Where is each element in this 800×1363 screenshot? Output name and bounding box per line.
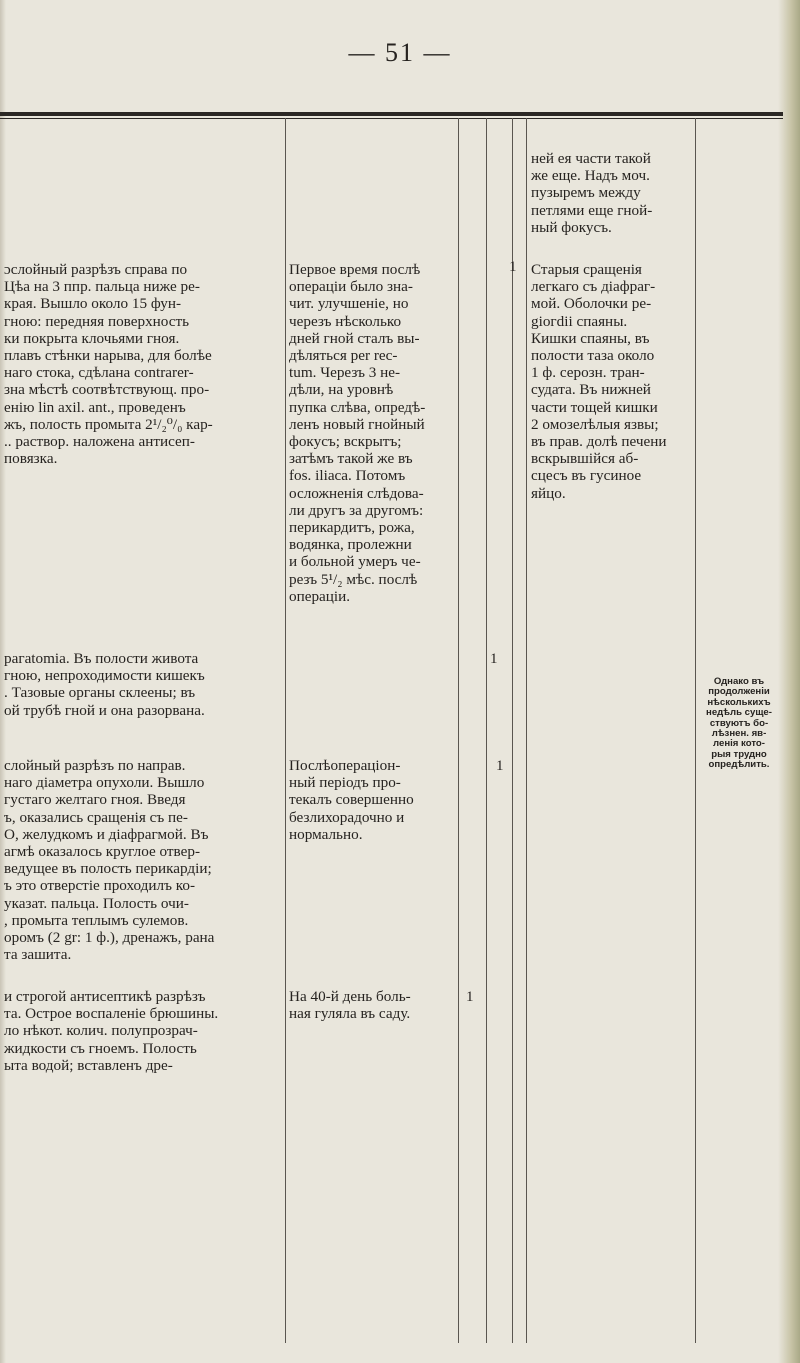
operation-description: и строгой антисептикѣ разрѣзъ та. Острое воспаленіе брюшины. ло нѣкот. колич. полупрозрач- жидкости съ гноемъ. Полость ыта водой; вставленъ дре-	[4, 988, 219, 1074]
postoperative-course: Первое время послѣ операціи было зна- чит. улучшеніе, но черезъ нѣсколько дней гной сталъ вы- дѣляться per rec- tum. Черезъ 3 не- дѣли, на уровнѣ пупка слѣва, опредѣ- ленъ новый гнойный фокусъ; вскрытъ; затѣмъ такой же въ fos. iliaca. Потомъ осложненія слѣдова- ли другъ за другомъ: перикардитъ, рожа, водянка, пролежни и больной умеръ че- резъ 5¹/₂ мѣс. послѣ операціи.	[289, 261, 426, 605]
outcome-number: 1	[490, 651, 498, 667]
autopsy-findings: ней ея части такой же еще. Надъ моч. пузыремъ между петлями еще гной- ный фокусъ.	[531, 150, 653, 236]
column-divider	[512, 118, 513, 1343]
top-rule	[0, 112, 783, 116]
operation-description: слойный разрѣзъ по направ. наго діаметра опухоли. Вышло густаго желтаго гноя. Введя ъ, оказались сращенія съ пе- О, желудкомъ и діафрагмой. Въ агмѣ оказалось круглое отвер- ведущее въ полость перикардіи; ъ это отверстіе проходилъ ко- указат. пальца. Полость очи- , промыта теплымъ сулемов. оромъ (2 gr: 1 ф.), дренажъ, рана та зашита.	[4, 757, 215, 964]
operation-description: ɔслойный разрѣзъ справа по Цѣа на 3 ппр. пальца ниже ре- края. Вышло около 15 фун- гною: передняя поверхность ки покрыта клочьями гноя. плавъ стѣнки нарыва, для болѣе наго стока, сдѣлана contrarer- зна мѣстѣ соотвѣтствующ. про- енію lin axil. ant., проведенъ жъ, полость промыта 2¹/₂⁰/₀ кар- .. раствор. наложена антисеп- повязка.	[4, 261, 213, 468]
column-divider	[486, 118, 487, 1343]
autopsy-findings: Старыя сращенія легкаго съ діафраг- мой. Оболочки ре- giогdii спаяны. Кишки спаяны, въ полости таза около 1 ф. серозн. тран- судата. Въ нижней части тощей кишки 2 омозелѣлыя язвы; въ прав. долѣ печени вскрывшійся аб- сцесъ въ гусиное яйцо.	[531, 261, 667, 502]
postoperative-course: На 40-й день боль- ная гуляла въ саду.	[289, 988, 411, 1023]
column-divider	[458, 118, 459, 1343]
operation-description: рагаtomia. Въ полости живота гною, непроходимости кишекъ . Тазовые органы склеены; въ ой трубѣ гной и она разорвана.	[4, 650, 205, 719]
column-divider	[526, 118, 527, 1343]
page-edge-shadow	[778, 0, 800, 1363]
column-divider	[285, 118, 286, 1343]
outcome-number: 1	[466, 989, 474, 1005]
outcome-number: 1	[496, 758, 504, 774]
column-divider	[695, 118, 696, 1343]
remark-note: Однако въ продолженіи нѣсколькихъ недѣль суще- ствуютъ бо- лѣзнен. яв- ленія кото- рыя трудно опредѣлить.	[706, 676, 772, 771]
postoperative-course: Послѣопераціон- ный періодъ про- текалъ совершенно безлихорадочно и нормально.	[289, 757, 414, 843]
page-number: — 51 —	[348, 38, 452, 67]
outcome-number: 1	[509, 259, 517, 275]
top-rule-thin	[0, 118, 783, 119]
